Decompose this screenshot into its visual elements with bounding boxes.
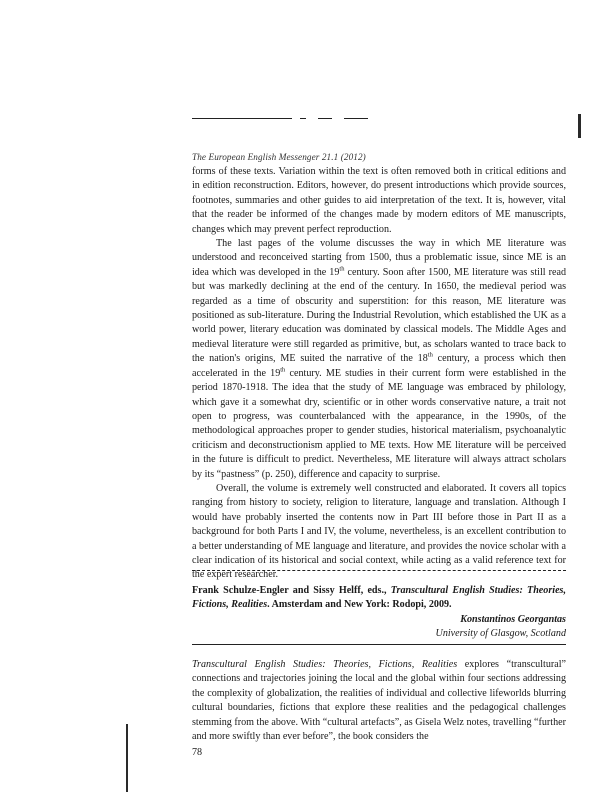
right-margin-mark	[578, 114, 581, 138]
review-body	[192, 165, 566, 583]
paragraph-3: Overall, the volume is extremely well constructed and elaborated. It covers all topics ranging from history to society, religion to literature, language and translation. Although I would have probably inserted the contents now in Part III before those in Part II as a background for both Parts I and IV, the volume, nevertheless, is an excellent contribution to a better understanding of ME language and literature, and provides the novice scholar with a clear indication of its historical and social context, while acting as a valid reference text for the expert researcher.	[192, 482, 566, 581]
review-book-title: Transcultural English Studies: Theories, Fictions, Realities	[192, 585, 566, 611]
section-separator	[192, 570, 566, 571]
running-head: The European English Messenger 21.1 (2012)	[192, 152, 366, 162]
paragraph-4-text: explores “transcultural” connections and trajectories joining the local and the global within four sections addressing the complexity of globalization, the realities of individual and collective lifeworlds blurring cultural boundaries, fictions that explore these realities and the pedagogical challenges stemming from the above. With “cultural artefacts”, as Gisela Welz notes, travelling “further and more swiftly than ever before”, the book considers the	[192, 659, 566, 743]
top-rule-segment	[344, 118, 368, 119]
paragraph-4	[192, 658, 566, 744]
paragraph-2-part-4: century. ME studies in their current form were established in the period 1870-1918. The idea that the study of ME language was embraced by philology, which gave it a somewhat dry, scientific or in other words conservative nature, a trait not open to progress, was counterbalanced with the appearance, in the 1990s, of the methodological approaches proper to gender studies, historical materialism, psychoanalytic criticism and deconstructionism applied to ME texts. How ME literature will be perceived in the future is difficult to predict. Nevertheless, ME literature will always attract scholars by its “pastness” (p. 250), difference and capacity to surprise.	[192, 367, 566, 480]
review-citation	[192, 584, 566, 613]
page-number: 78	[192, 747, 203, 758]
ordinal-suffix: th	[427, 351, 433, 359]
reviewer-name: Konstantinos Georgantas	[460, 614, 566, 625]
paragraph-4-title: Transcultural English Studies: Theories, Fictions, Realities	[192, 659, 458, 670]
top-rule-segment	[318, 118, 332, 119]
paragraph-2-part-1: The last pages of the volume discusses the way in which ME literature was understood and reconceived starting from 1500, thus a problematic issue, since ME is an idea which was developed in the 19	[192, 238, 566, 278]
top-rule-segment	[192, 118, 292, 119]
ordinal-suffix: th	[339, 265, 345, 273]
paragraph-2-part-2: century. Soon after 1500, ME literature was still read but was markedly declining at the end of the century. In 1650, the medieval period was regarded as a time of obscurity and superstition: for this reason, ME literature was positioned as sub-literature. During the Industrial Revolution, which established the UK as a world power, literary education was dominated by classical models. The Middle Ages and medieval literature were still regarded as primitive, but, as scholars wanted to trace back to the nation's origins, ME suited the narrative of the 18	[192, 266, 566, 365]
review-editors: Frank Schulze-Engler and Sissy Helff, eds.,	[192, 585, 391, 596]
review-imprint: . Amsterdam and New York: Rodopi, 2009.	[267, 599, 452, 611]
section-separator	[192, 644, 566, 645]
left-margin-mark	[126, 724, 128, 792]
reviewer-affiliation: University of Glasgow, Scotland	[435, 628, 566, 639]
paragraph-2	[192, 237, 566, 482]
paragraph-1: forms of these texts. Variation within the text is often removed both in critical editions and in edition reconstruction. Editors, however, do present introductions which provide sources, footnotes, summaries and other guides to aid interpretation of the text. It is, however, vital that the reader be informed of the changes made by modern editors of ME manuscripts, changes which may prevent perfect reproduction.	[192, 166, 566, 235]
paragraph-2-part-3: century, a process which then accelerated in the 19	[192, 353, 566, 379]
next-review-body	[192, 658, 566, 744]
ordinal-suffix: th	[280, 366, 286, 374]
top-rule-segment	[300, 118, 306, 119]
